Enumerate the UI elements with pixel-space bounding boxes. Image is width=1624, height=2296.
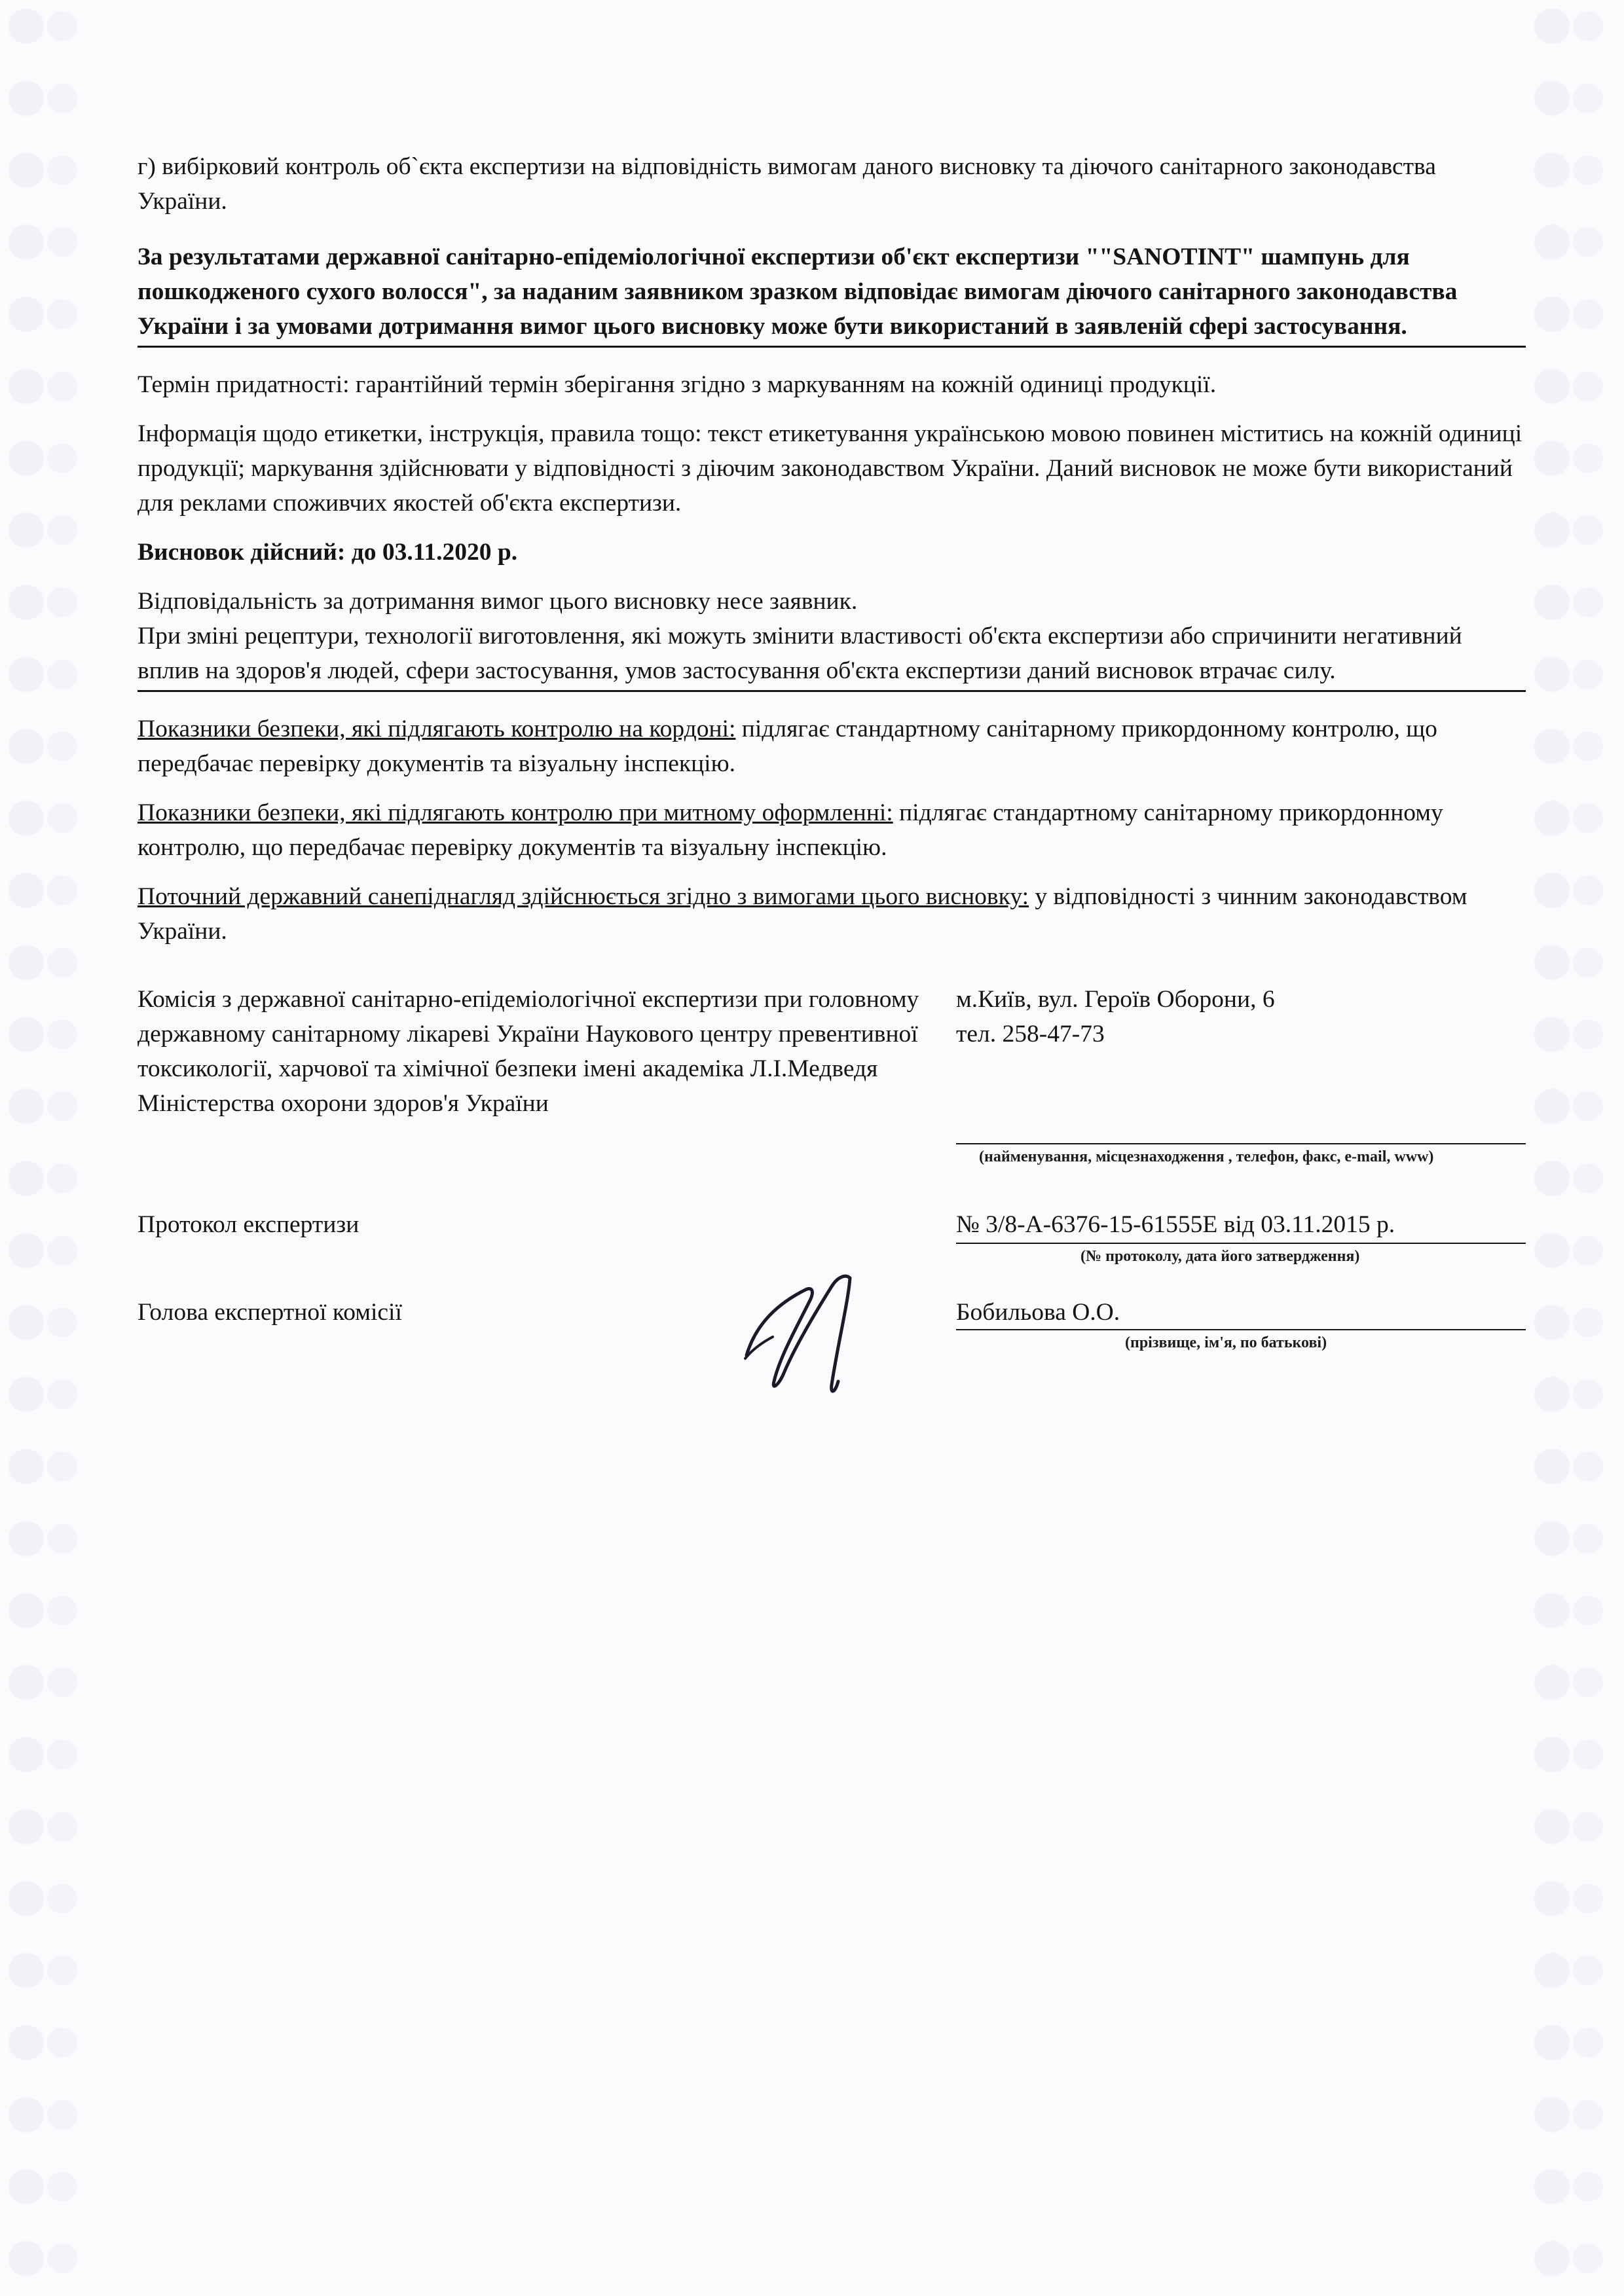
protocol-caption: (№ протоколу, дата його затвердження): [1080, 1248, 1360, 1265]
border-control-text: підлягає стандартному санітарному прикордонному контролю, що передбачає перевірку документів та візуальну інспекцію.: [138, 716, 1437, 777]
chair-line: [956, 1329, 1526, 1330]
security-pattern-right: [1526, 0, 1624, 2296]
protocol-label: Протокол експертизи: [138, 1211, 360, 1238]
supervision-label: Поточний державний санепіднагляд здійснюється згідно з вимогами цього висновку:: [138, 883, 1029, 910]
paragraph-customs-control: [138, 795, 1526, 865]
responsibility-block: [138, 584, 1526, 692]
paragraph-recipe-change: При зміні рецептури, технології виготовлення, які можуть змінити властивості об'єкта експертизи або спричинити негативний вплив на здоров'я людей, сфери застосування, умов застосування об'єкта експертизи даний висновок втрачає силу.: [138, 623, 1462, 684]
chair-name: Бобильова О.О.: [956, 1299, 1120, 1326]
commission-phone: тел. 258-47-73: [956, 1021, 1105, 1048]
border-control-label: Показники безпеки, які підлягають контролю на кордоні:: [138, 716, 736, 742]
customs-control-label: Показники безпеки, які підлягають контролю при митному оформленні:: [138, 799, 893, 826]
signature-image: [733, 1250, 884, 1401]
paragraph-supervision: [138, 879, 1526, 949]
paragraph-shelf-life: Термін придатності: гарантійний термін зберігання згідно з маркуванням на кожній одиниці продукції.: [138, 371, 1217, 398]
paragraph-label-info: Інформація щодо етикетки, інструкція, правила тощо: текст етикетування українською мовою повинен міститись на кожній одиниці продукції; маркування здійснювати у відповідності з діючим законодавством України. Даний висновок не може бути використаний для реклами споживчих якостей об'єкта експертизи.: [138, 420, 1522, 517]
paragraph-validity: Висновок дійсний: до 03.11.2020 р.: [138, 539, 518, 566]
paragraph-responsibility: Відповідальність за дотримання вимог цього висновку несе заявник.: [138, 588, 858, 615]
protocol-line: [956, 1243, 1526, 1244]
commission-name: Комісія з державної санітарно-епідеміологічної експертизи при головному державному санітарному лікареві України Наукового центру превентивної токсикології, харчової та хімічної безпеки імені академіка Л.І.Медведя Міністерства охорони здоров'я України: [138, 986, 919, 1117]
chair-label: Голова експертної комісії: [138, 1299, 402, 1326]
document-body: [138, 149, 1526, 963]
address-caption: (найменування, місцезнаходження , телефон, факс, e-mail, www): [979, 1148, 1434, 1165]
paragraph-border-control: [138, 712, 1526, 781]
commission-address: м.Київ, вул. Героїв Оборони, 6: [956, 986, 1275, 1013]
chair-caption: (прізвище, ім'я, по батькові): [1125, 1334, 1327, 1351]
protocol-number: № 3/8-А-6376-15-61555Е від 03.11.2015 р.: [956, 1211, 1395, 1238]
paragraph-control-item: г) вибірковий контроль об`єкта експертизи на відповідність вимогам даного висновку та діючого санітарного законодавства України.: [138, 153, 1436, 215]
supervision-text: у відповідності з чинним законодавством України.: [138, 883, 1467, 945]
address-line: [956, 1143, 1526, 1144]
security-pattern-left: [0, 0, 98, 2296]
paragraph-expertise-result: За результатами державної санітарно-епідеміологічної експертизи об'єкт експертизи ""SANOTINT" шампунь для пошкодженого сухого волосся", за наданим заявником зразком відповідає вимогам діючого санітарного законодавства України і за умовами дотримання вимог цього висновку може бути використаний в заявленій сфері застосування.: [138, 240, 1526, 348]
customs-control-text: підлягає стандартному санітарному прикордонному контролю, що передбачає перевірку документів та візуальну інспекцію.: [138, 799, 1443, 861]
commission-contacts: [956, 982, 1526, 1051]
